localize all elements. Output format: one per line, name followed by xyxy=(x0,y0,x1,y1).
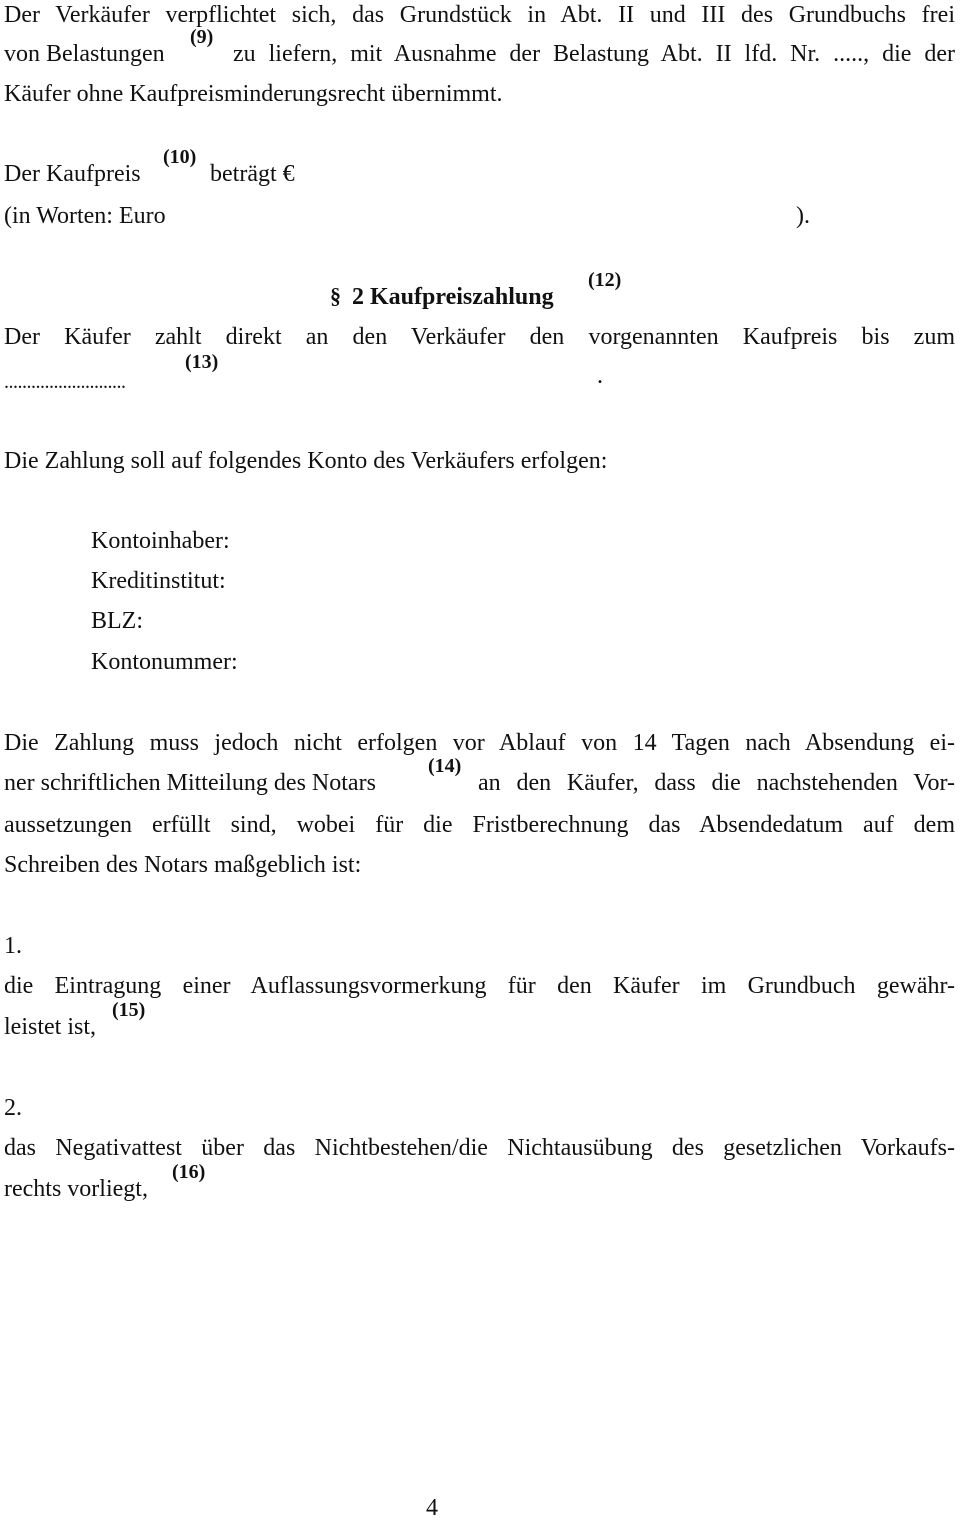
account-number-label: Kontonummer: xyxy=(91,649,238,675)
item-2-line-2: rechts vorliegt, xyxy=(4,1176,148,1202)
price-amount-label: beträgt € xyxy=(210,161,295,187)
item-2-number: 2. xyxy=(4,1095,22,1121)
section-sign: § xyxy=(330,283,341,308)
footnote-marker-14: (14) xyxy=(428,755,462,777)
price-in-words-close: ). xyxy=(796,203,810,229)
footnote-marker-15: (15) xyxy=(112,999,146,1021)
condition-line-4: Schreiben des Notars maßgeblich ist: xyxy=(4,852,362,878)
page-number: 4 xyxy=(426,1495,438,1521)
blz-label: BLZ: xyxy=(91,608,143,634)
account-holder-label: Kontoinhaber: xyxy=(91,528,230,554)
price-in-words-label: (in Worten: Euro xyxy=(4,203,166,229)
condition-line-3: aussetzungen erfüllt sind, wobei für die Fristberechnung das Absendedatum auf dem xyxy=(4,812,955,838)
footnote-marker-10: (10) xyxy=(163,146,197,168)
item-1-line-2: leistet ist, xyxy=(4,1014,96,1040)
item-1-number: 1. xyxy=(4,933,22,959)
account-intro: Die Zahlung soll auf folgendes Konto des Verkäufers erfolgen: xyxy=(4,448,608,474)
date-placeholder-dots: ........................... xyxy=(4,371,126,393)
condition-line-1: Die Zahlung muss jedoch nicht erfolgen vor Ablauf von 14 Tagen nach Absendung ei- xyxy=(4,730,955,756)
footnote-marker-9: (9) xyxy=(190,26,214,48)
paragraph-1-line-2a: von Belastungen xyxy=(4,41,165,67)
date-period: . xyxy=(597,363,603,389)
section-2-line-1: Der Käufer zahlt direkt an den Verkäufer den vorgenannten Kaufpreis bis zum xyxy=(4,324,955,350)
footnote-marker-16: (16) xyxy=(172,1161,206,1183)
price-label: Der Kaufpreis xyxy=(4,161,141,187)
paragraph-1-line-2b: zu liefern, mit Ausnahme der Belastung Abt. II lfd. Nr. ....., die der xyxy=(233,41,955,67)
footnote-marker-12: (12) xyxy=(588,269,622,291)
paragraph-1-line-3: Käufer ohne Kaufpreisminderungsrecht übernimmt. xyxy=(4,81,503,107)
section-2-heading: 2 Kaufpreiszahlung xyxy=(352,284,554,310)
item-1-line-1: die Eintragung einer Auflassungsvormerkung für den Käufer im Grundbuch gewähr- xyxy=(4,973,955,999)
paragraph-1-line-1: Der Verkäufer verpflichtet sich, das Grundstück in Abt. II und III des Grundbuchs frei xyxy=(4,2,955,28)
item-2-line-1: das Negativattest über das Nichtbestehen/die Nichtausübung des gesetzlichen Vorkaufs- xyxy=(4,1135,955,1161)
condition-line-2a: ner schriftlichen Mitteilung des Notars xyxy=(4,770,376,796)
condition-line-2b: an den Käufer, dass die nachstehenden Vor- xyxy=(478,770,955,796)
bank-label: Kreditinstitut: xyxy=(91,568,226,594)
footnote-marker-13: (13) xyxy=(185,351,219,373)
